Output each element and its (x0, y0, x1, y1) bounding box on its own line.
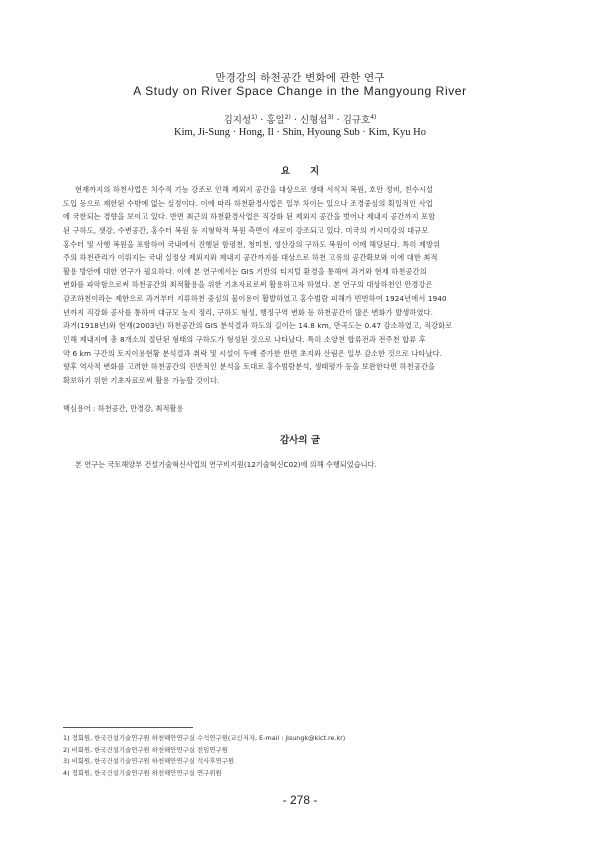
abstract-heading: 요지 (280, 166, 340, 177)
author-affiliation-mark: 3) (327, 114, 334, 121)
abstract-line: 감조하천이라는 제한으로 과거부터 지류하천 중심의 물이용이 활발하였고 홍수범람 피해가 빈번하여 1924년에서 1940 (63, 294, 447, 304)
author-affiliation-mark: 1) (251, 114, 258, 121)
footnotes (63, 733, 539, 779)
abstract-line: 과거(1918년)와 현재(2003년) 하천공간의 GIS 분석결과 하도의 길이는 14.8 km, 만곡도는 0.47 감소하였고, 직강화로 (63, 321, 453, 331)
footnote: 1) 정회원, 한국건설기술연구원 하천해안연구실 수석연구원(교신저자, E-mail : jisungk@kict.re.kr) (63, 734, 346, 742)
abstract-line: 변화를 파악함으로써 하천공간의 최적활용을 위한 기초자료로써 활용하고자 하였다. 본 연구의 대상하천인 만경강은 (63, 280, 433, 290)
footnote: 3) 비회원, 한국건설기술연구원 하천해안연구실 석사후연구원 (63, 757, 235, 765)
abstract-line: 약 6 km 구간의 토지이용현황 분석결과 취락 및 시설이 두배 증가한 반면 초지와 산림은 일부 감소한 것으로 나타났다. (63, 348, 443, 358)
author-name: 김지성 (223, 115, 252, 126)
keywords: 핵심용어 : 하천공간, 만경강, 최적활용 (63, 404, 184, 413)
abstract-line: 확보하기 위한 기초자료로써 활용 가능할 것이다. (63, 375, 220, 385)
title-english: A Study on River Space Change in the Mangyoung River (133, 84, 467, 98)
abstract-line: 년까지 직강화 공사를 통하여 대규모 농지 정리, 구하도 형성, 행정구역 변화 등 하천공간이 많은 변화가 발생하였다. (63, 307, 434, 317)
abstract-line: 인해 제내지에 총 8개소의 절단된 형태의 구하도가 형성된 것으로 나타났다. 특히 소양천 합류전과 전주천 합류 후 (63, 335, 426, 345)
author-name: 신형섭 (299, 115, 328, 126)
page-number: - 278 - (282, 793, 318, 807)
acknowledgement-text: 본 연구는 국토해양부 건설기술혁신사업의 연구비지원(12기술혁신C02)에 의해 수행되었습니다. (75, 460, 377, 469)
abstract-line: 홍수터 및 사행 복원을 포함하여 국내에서 진행된 함평천, 청미천, 영산강의 구하도 복원이 이에 해당된다. 특히 제방위 (63, 239, 441, 249)
author-name: 김규호 (342, 115, 371, 126)
acknowledgement-heading: 감사의 글 (279, 435, 320, 446)
author-separator: · (333, 115, 343, 126)
footnote: 4) 정회원, 한국건설기술연구원 하천해안연구실 연구위원 (63, 768, 222, 777)
authors-english: Kim, Ji-Sung · Hong, Il · Shin, Hyoung Sub · Kim, Kyu Ho (173, 127, 426, 138)
abstract-line: 에 국한되는 경향을 보이고 있다. 반면 최근의 하천환경사업은 직강화 된 제외지 공간을 벗어나 제내지 공간까지 포함 (63, 212, 436, 222)
author-affiliation-mark: 4) (370, 114, 377, 121)
abstract-body (63, 183, 539, 388)
footnote: 2) 비회원, 한국건설기술연구원 하천해안연구실 전임연구원 (63, 745, 228, 754)
author-affiliation-mark: 2) (284, 114, 291, 121)
author-name: 홍일 (266, 115, 285, 126)
abstract-line: 도입 등으로 제한된 수밖에 없는 실정이다. 이에 따라 하천환경사업은 일부 차이는 있으나 조경중심의 획일적인 사업 (63, 198, 433, 208)
author-separator: · (290, 115, 300, 126)
author-separator: · (257, 115, 267, 126)
title-korean: 만경강의 하천공간 변화에 관한 연구 (215, 72, 385, 84)
abstract-line: 활용 방안에 대한 연구가 필요하다. 이에 본 연구에서는 GIS 기반의 티지털 환경을 통해여 과거와 현재 하천공간의 (63, 266, 427, 276)
footnote-divider (63, 727, 193, 728)
abstract-line: 향후 역사적 변화를 고려한 하천공간의 진반적인 분석을 토대로 홍수범람분석, 생태평가 등을 보완한다면 하천공간을 (63, 362, 436, 372)
abstract-line: 된 구하도, 샛강, 수변공간, 홍수터 복원 등 지형학적 복원 측면이 새로이 강조되고 있다. 미국의 키시미강의 대규모 (63, 225, 429, 235)
abstract-line: 현재까지의 하천사업은 치수적 기능 강조로 인해 제외지 공간을 대상으로 생태 서식처 복원, 호안 정비, 친수시설 (75, 185, 434, 194)
abstract-line: 주의 하천관리가 이뤄지는 국내 실정상 제외지와 제내지 공간까지를 대상으로 하천 고유의 공간확보와 이에 대한 최적 (63, 253, 438, 263)
authors-korean (0, 112, 600, 126)
